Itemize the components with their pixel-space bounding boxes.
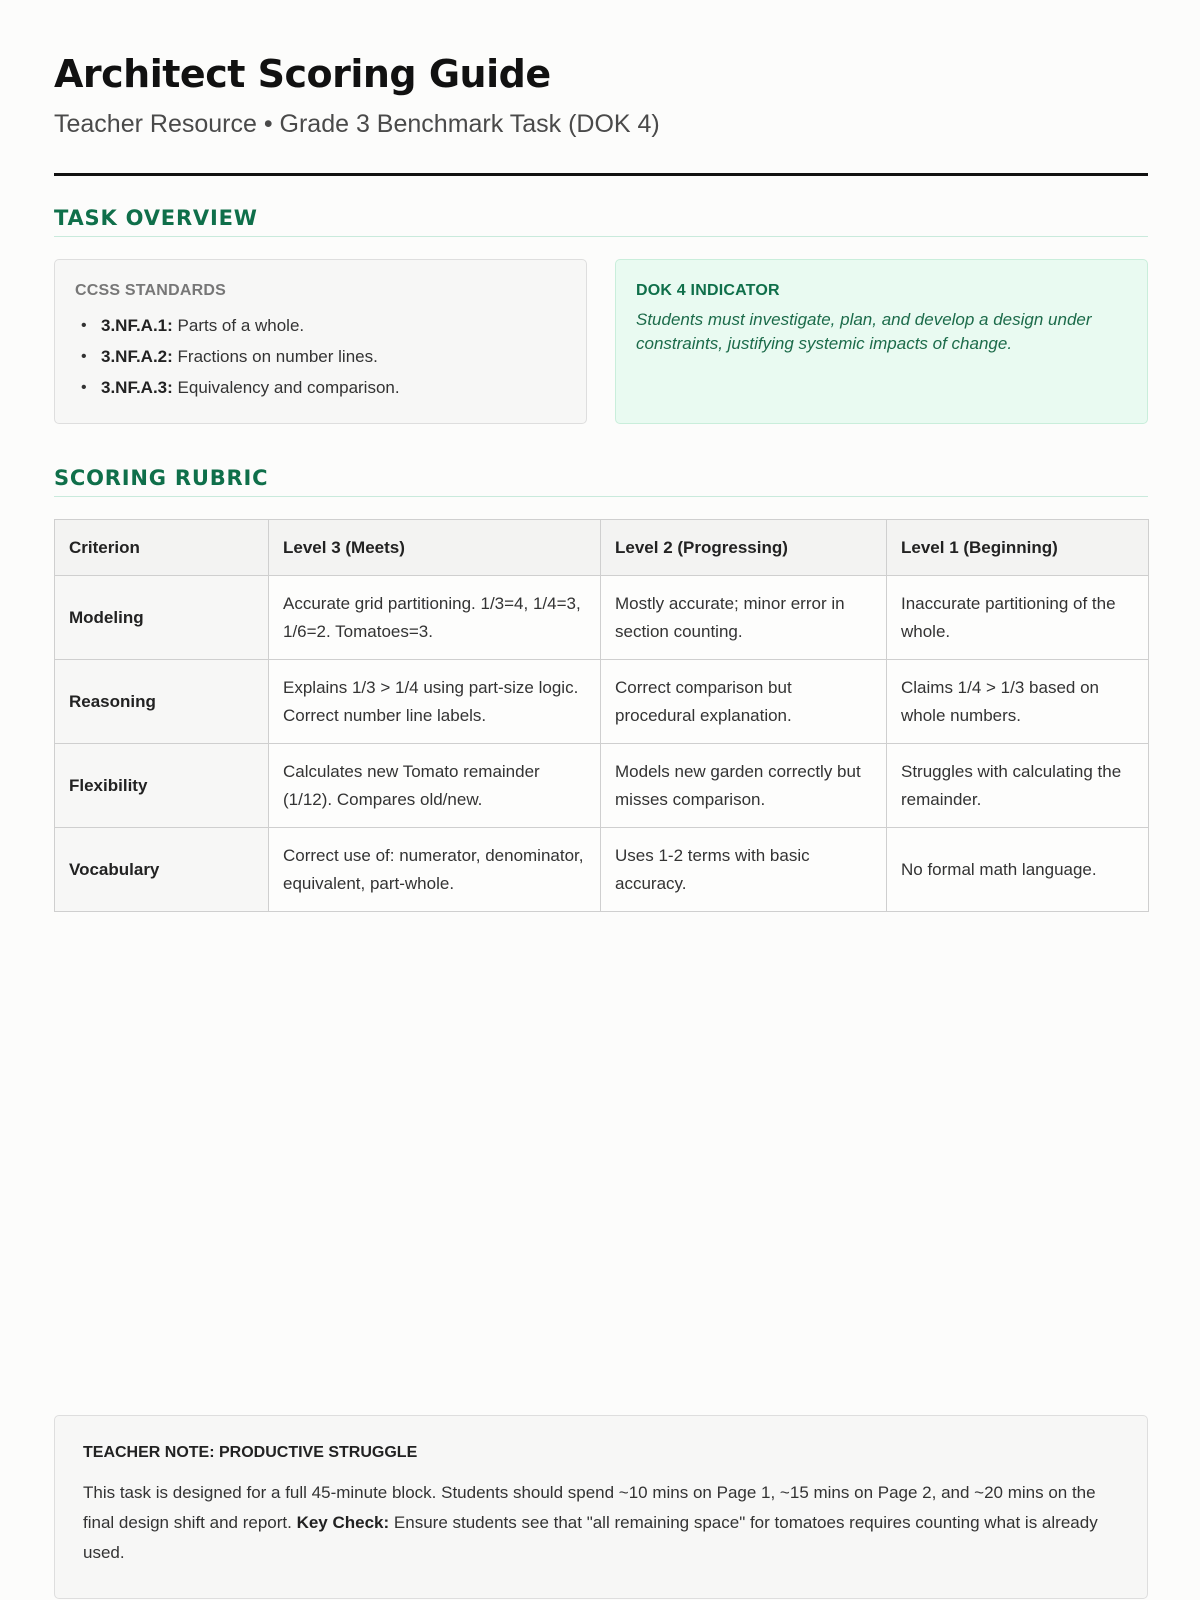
table-header-row [55,520,1149,576]
standards-label: CCSS STANDARDS [75,282,226,299]
level3-cell: Calculates new Tomato remainder (1/12). Compares old/new. [269,744,601,828]
teacher-note [54,1415,1148,1599]
level3-cell: Correct use of: numerator, denominator, equivalent, part-whole. [269,828,601,912]
header-divider [54,173,1148,176]
level1-cell: Struggles with calculating the remainder. [887,744,1149,828]
page-subtitle: Teacher Resource • Grade 3 Benchmark Task (DOK 4) [54,110,660,138]
scoring-rubric-heading: SCORING RUBRIC [54,466,1148,497]
rubric-table [54,519,1149,912]
column-header: Level 1 (Beginning) [887,520,1149,576]
level1-cell: Claims 1/4 > 1/3 based on whole numbers. [887,660,1149,744]
table-row [55,744,1149,828]
criterion-cell: Modeling [55,576,269,660]
list-item [75,341,566,372]
list-item [75,310,566,341]
level2-cell: Correct comparison but procedural explanation. [601,660,887,744]
dok-label: DOK 4 INDICATOR [636,282,780,299]
standards-list [75,310,566,403]
note-text: Ensure students see that "all remaining space" for tomatoes requires counting what is already used. [83,1513,1098,1562]
dok-description: Students must investigate, plan, and develop a design under constraints, justifying systemic impacts of change. [636,310,1092,353]
teacher-note-body [83,1478,1119,1568]
criterion-cell: Flexibility [55,744,269,828]
level3-cell: Accurate grid partitioning. 1/3=4, 1/4=3, 1/6=2. Tomatoes=3. [269,576,601,660]
page-title: Architect Scoring Guide [54,52,551,96]
criterion-cell: Vocabulary [55,828,269,912]
standard-code: 3.NF.A.3: [101,378,173,397]
standard-code: 3.NF.A.1: [101,316,173,335]
note-text: This task is designed for a full 45-minute block. Students should spend ~10 mins on Page 1, ~15 mins on Page 2, and ~20 mins on the final design shift and report. [83,1483,1096,1532]
list-item [75,372,566,403]
standard-text: Parts of a whole. [172,316,305,335]
criterion-cell: Reasoning [55,660,269,744]
level1-cell: No formal math language. [887,828,1149,912]
column-header: Level 3 (Meets) [269,520,601,576]
table-row [55,576,1149,660]
level2-cell: Mostly accurate; minor error in section counting. [601,576,887,660]
standard-code: 3.NF.A.2: [101,347,173,366]
task-overview-heading: TASK OVERVIEW [54,206,1148,237]
standard-text: Equivalency and comparison. [172,378,400,397]
level2-cell: Models new garden correctly but misses comparison. [601,744,887,828]
page [54,0,1148,1600]
standards-card [54,259,587,424]
key-check-label: Key Check: [296,1513,390,1532]
standard-text: Fractions on number lines. [172,347,378,366]
column-header: Level 2 (Progressing) [601,520,887,576]
level2-cell: Uses 1-2 terms with basic accuracy. [601,828,887,912]
table-row [55,828,1149,912]
teacher-note-title: TEACHER NOTE: PRODUCTIVE STRUGGLE [83,1444,418,1461]
level1-cell: Inaccurate partitioning of the whole. [887,576,1149,660]
dok-indicator-card [615,259,1148,424]
column-header: Criterion [55,520,269,576]
level3-cell: Explains 1/3 > 1/4 using part-size logic. Correct number line labels. [269,660,601,744]
table-row [55,660,1149,744]
